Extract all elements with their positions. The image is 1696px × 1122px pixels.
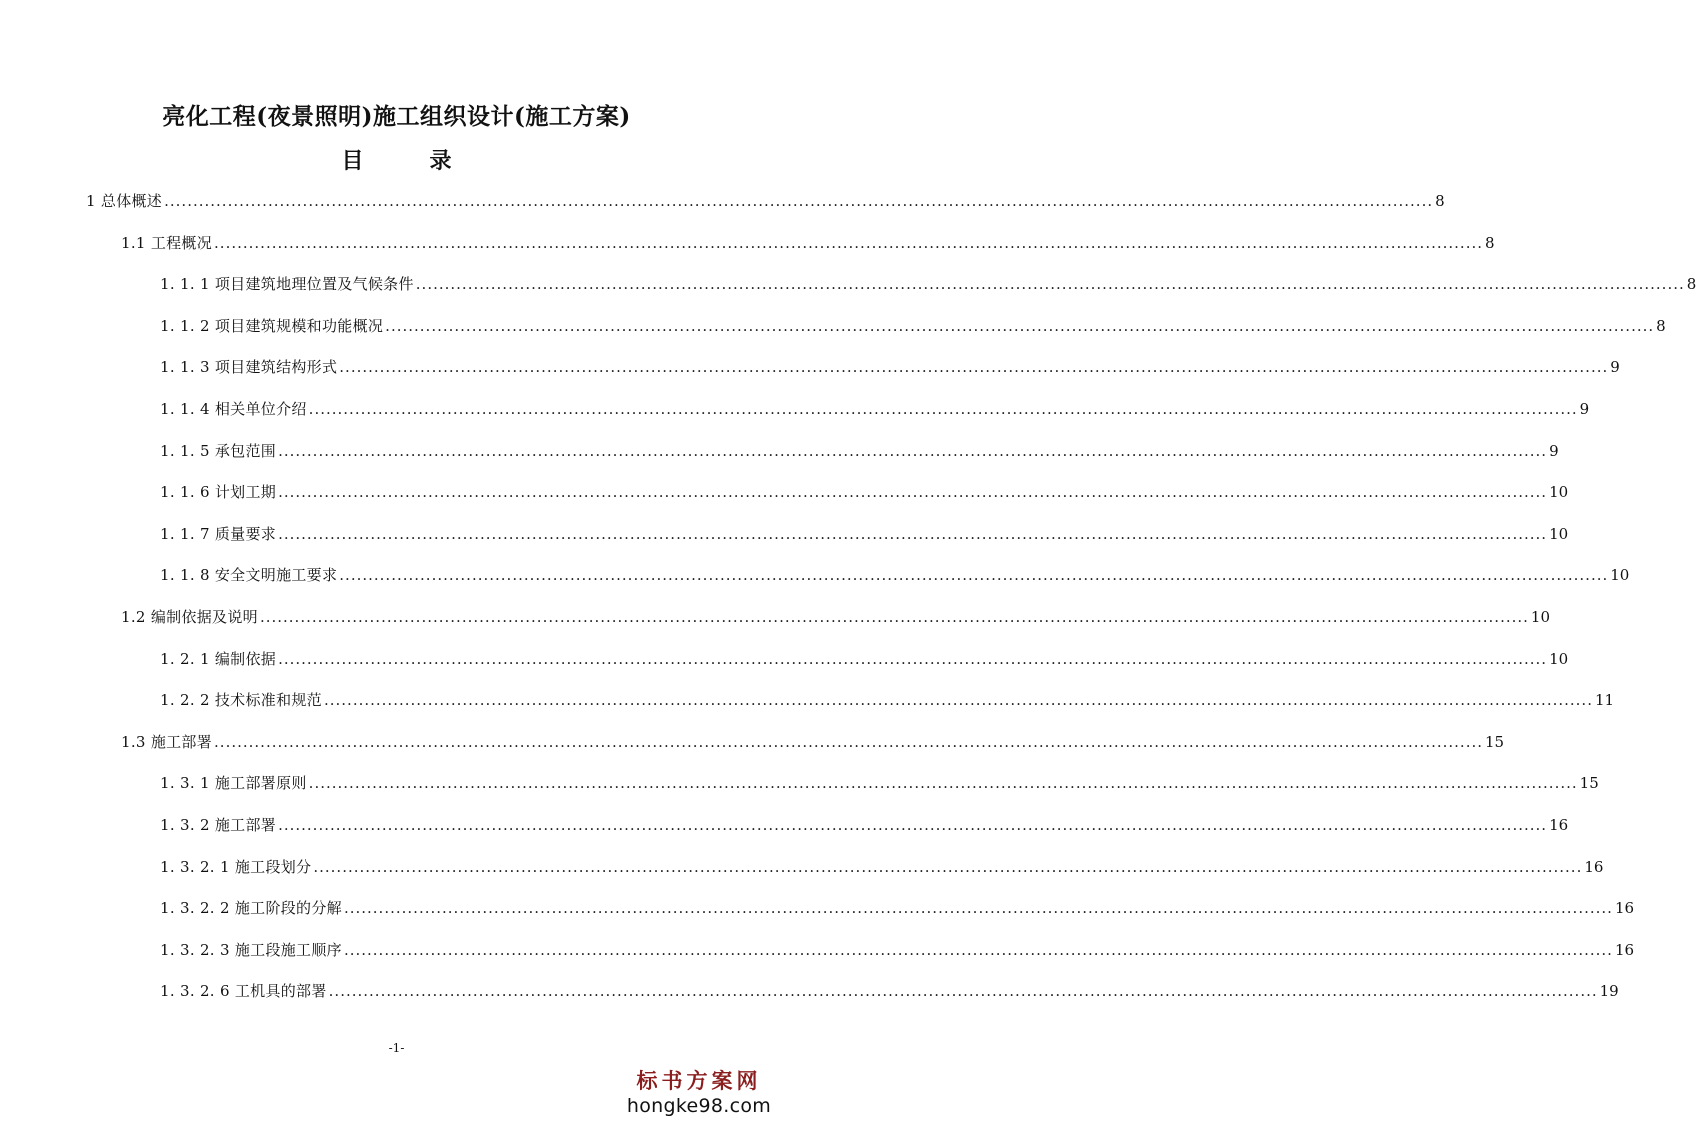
toc-leader-dots: ............................................................................................................................................................................................................................ xyxy=(278,524,1548,543)
toc-entry[interactable] xyxy=(160,397,1590,419)
toc-entry[interactable] xyxy=(160,647,1569,669)
toc-entry-page: 10 xyxy=(1549,524,1569,543)
watermark-url-text: hongke98.com xyxy=(626,1095,772,1117)
toc-entry[interactable] xyxy=(160,855,1604,877)
toc-leader-dots: ............................................................................................................................................................................................................................ xyxy=(214,732,1484,751)
toc-entry-page: 11 xyxy=(1594,691,1615,710)
toc-leader-dots: ............................................................................................................................................................................................................................ xyxy=(259,608,1529,626)
toc-leader-dots: ............................................................................................................................................................................................................................ xyxy=(339,566,1609,585)
toc-entry-page: 9 xyxy=(1610,358,1620,377)
toc-entry-page: 16 xyxy=(1614,899,1635,918)
toc-entry-label: 1. 3. 2 施工部署 xyxy=(160,816,277,834)
toc-leader-dots: ............................................................................................................................................................................................................................ xyxy=(308,774,1578,793)
toc-entry-label: 1. 3. 1 施工部署原则 xyxy=(160,774,307,793)
toc-entry[interactable] xyxy=(121,231,1495,253)
toc-entry[interactable] xyxy=(160,896,1635,918)
toc-entry-page: 9 xyxy=(1579,400,1590,418)
toc-entry-label: 1. 1. 4 相关单位介绍 xyxy=(160,400,307,418)
toc-entry-page: 10 xyxy=(1549,483,1569,502)
toc-entry-page: 16 xyxy=(1614,940,1635,959)
toc-entry-label: 1 总体概述 xyxy=(86,192,163,210)
toc-entry[interactable] xyxy=(160,355,1620,377)
toc-entry[interactable] xyxy=(86,189,1445,211)
toc-leader-dots: ............................................................................................................................................................................................................................ xyxy=(278,816,1548,834)
toc-entry-page: 8 xyxy=(1485,233,1495,252)
toc-entry[interactable] xyxy=(160,688,1615,710)
toc-entry-page: 8 xyxy=(1686,275,1696,294)
toc-entry-page: 8 xyxy=(1435,192,1445,210)
toc-entry-label: 1. 1. 3 项目建筑结构形式 xyxy=(160,358,338,377)
toc-leader-dots: ............................................................................................................................................................................................................................ xyxy=(278,441,1548,460)
toc-leader-dots: ............................................................................................................................................................................................................................ xyxy=(328,982,1598,1001)
toc-entry-label: 1. 1. 7 质量要求 xyxy=(160,524,277,543)
toc-entry-label: 1.1 工程概况 xyxy=(121,233,213,252)
toc-leader-dots: ............................................................................................................................................................................................................................ xyxy=(415,275,1685,294)
toc-entry-label: 1. 3. 2. 1 施工段划分 xyxy=(160,857,312,876)
toc-entry[interactable] xyxy=(160,480,1569,502)
toc-leader-dots: ............................................................................................................................................................................................................................ xyxy=(323,691,1593,710)
toc-entry-page: 19 xyxy=(1599,982,1619,1001)
toc-entry[interactable] xyxy=(121,730,1505,752)
toc-entry[interactable] xyxy=(160,813,1569,835)
toc-leader-dots: ............................................................................................................................................................................................................................ xyxy=(278,649,1548,668)
toc-entry-label: 1. 1. 1 项目建筑地理位置及气候条件 xyxy=(160,275,414,294)
toc-entry-label: 1. 1. 6 计划工期 xyxy=(160,483,277,502)
toc-entry-page: 16 xyxy=(1549,816,1569,834)
toc-leader-dots: ............................................................................................................................................................................................................................ xyxy=(308,400,1578,418)
toc-entry[interactable] xyxy=(160,522,1569,544)
toc-leader-dots: ............................................................................................................................................................................................................................ xyxy=(339,358,1609,377)
toc-heading: 目 录 xyxy=(341,148,474,174)
toc-entry[interactable] xyxy=(160,563,1630,585)
toc-entry[interactable] xyxy=(160,439,1559,461)
toc-entry[interactable] xyxy=(160,771,1599,793)
toc-entry-page: 15 xyxy=(1485,732,1505,751)
toc-leader-dots: ............................................................................................................................................................................................................................ xyxy=(343,940,1613,959)
toc-entry[interactable] xyxy=(160,938,1635,960)
toc-entry-page: 9 xyxy=(1549,441,1559,460)
toc-entry[interactable] xyxy=(160,979,1619,1001)
toc-entry[interactable] xyxy=(160,314,1666,336)
page-number: -1- xyxy=(388,1041,405,1055)
toc-entry-page: 8 xyxy=(1656,316,1666,335)
toc-entry[interactable] xyxy=(160,272,1696,294)
toc-entry-label: 1. 1. 8 安全文明施工要求 xyxy=(160,566,338,585)
toc-entry[interactable] xyxy=(121,605,1551,627)
toc-entry-label: 1. 1. 5 承包范围 xyxy=(160,441,277,460)
toc-entry-page: 16 xyxy=(1584,857,1604,876)
toc-entry-label: 1. 3. 2. 3 施工段施工顺序 xyxy=(160,940,342,959)
document-title: 亮化工程(夜景照明)施工组织设计(施工方案) xyxy=(162,103,631,130)
watermark-logo xyxy=(619,1068,779,1118)
toc-entry-label: 1. 2. 2 技术标准和规范 xyxy=(160,691,322,710)
toc-leader-dots: ............................................................................................................................................................................................................................ xyxy=(385,316,1655,335)
toc-leader-dots: ............................................................................................................................................................................................................................ xyxy=(278,483,1548,502)
toc-entry-label: 1. 3. 2. 6 工机具的部署 xyxy=(160,982,327,1001)
toc-entry-page: 10 xyxy=(1610,566,1630,585)
toc-entry-label: 1.3 施工部署 xyxy=(121,732,213,751)
toc-entry-label: 1. 1. 2 项目建筑规模和功能概况 xyxy=(160,316,384,335)
toc-entry-page: 10 xyxy=(1549,649,1569,668)
toc-entry-page: 10 xyxy=(1530,608,1551,626)
toc-leader-dots: ............................................................................................................................................................................................................................ xyxy=(343,899,1613,918)
toc-leader-dots: ............................................................................................................................................................................................................................ xyxy=(313,857,1583,876)
watermark-cn-text: 标书方案网 xyxy=(636,1068,762,1093)
toc-entry-page: 15 xyxy=(1579,774,1599,793)
toc-entry-label: 1. 3. 2. 2 施工阶段的分解 xyxy=(160,899,342,918)
toc-leader-dots: ............................................................................................................................................................................................................................ xyxy=(164,192,1434,210)
toc-entry-label: 1.2 编制依据及说明 xyxy=(121,608,258,626)
toc-entry-label: 1. 2. 1 编制依据 xyxy=(160,649,277,668)
toc-leader-dots: ............................................................................................................................................................................................................................ xyxy=(214,233,1484,252)
